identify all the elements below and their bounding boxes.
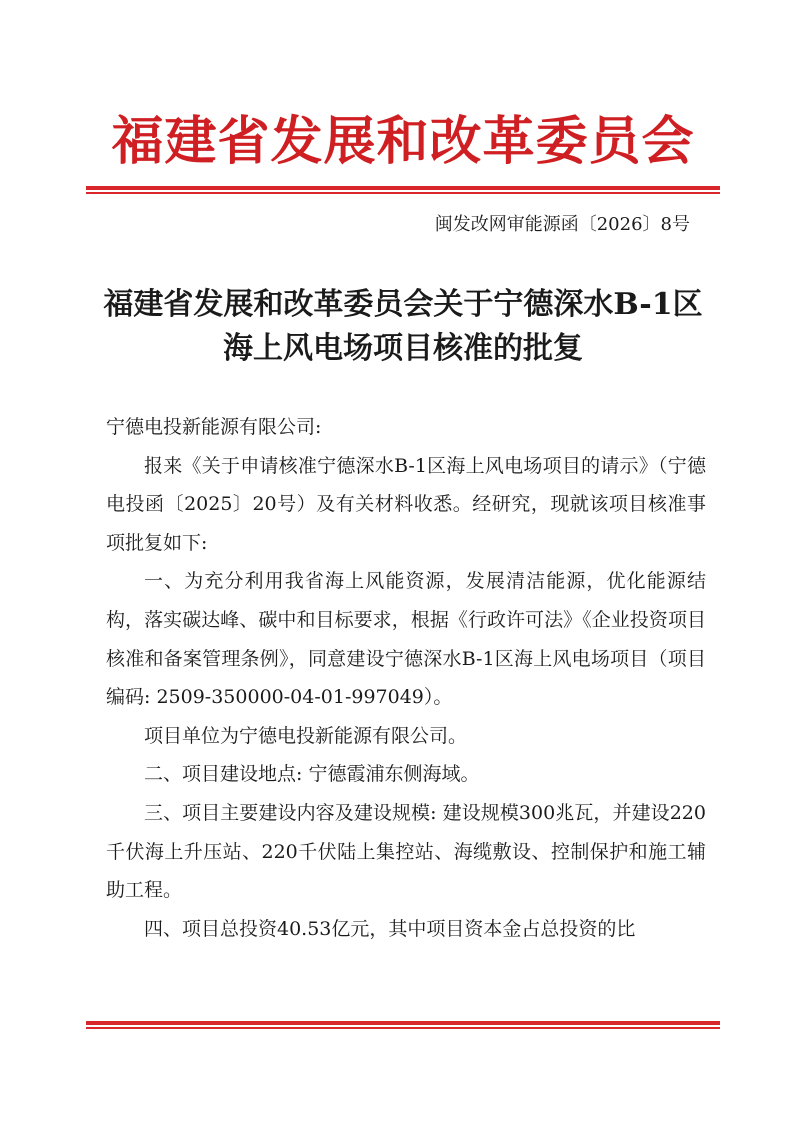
paragraph-item-4: 四、项目总投资40.53亿元，其中项目资本金占总投资的比 (144, 917, 636, 940)
footer-rule-thin (86, 1027, 720, 1029)
document-number: 闽发改网审能源函〔2026〕8号 (434, 214, 690, 235)
paragraph-project-unit: 项目单位为宁德电投新能源有限公司。 (144, 724, 468, 747)
addressee: 宁德电投新能源有限公司: (106, 416, 322, 438)
paragraph-item-3: 三、项目主要建设内容及建设规模: 建设规模300兆瓦，并建设220千伏海上升压站、220千伏陆上集控站、海缆敷设、控制保护和施工辅助工程。 (106, 801, 706, 902)
title-line-1: 福建省发展和改革委员会关于宁德深水B-1区 (103, 287, 703, 322)
paragraph-item-1: 一、为充分利用我省海上风能资源，发展清洁能源，优化能源结构，落实碳达峰、碳中和目标要求，根据《行政许可法》《企业投资项目核准和备案管理条例》，同意建设宁德深水B-1区海上风电场项目（项目编码: 2509-350000-04-01-997049）。 (106, 570, 706, 709)
paragraph-intro: 报来《关于申请核准宁德深水B-1区海上风电场项目的请示》（宁德电投函〔2025〕20号）及有关材料收悉。经研究，现就该项目核准事项批复如下: (106, 454, 706, 554)
masthead-rule-thick (86, 186, 720, 190)
document-title (86, 283, 720, 371)
footer-rule-thick (86, 1021, 720, 1025)
masthead-rule-thin (86, 192, 720, 194)
document-body (106, 408, 706, 948)
paragraph-item-2: 二、项目建设地点: 宁德霞浦东侧海域。 (144, 763, 480, 786)
title-line-2: 海上风电场项目核准的批复 (223, 331, 583, 366)
masthead-title: 福建省发展和改革委员会 (111, 111, 695, 172)
